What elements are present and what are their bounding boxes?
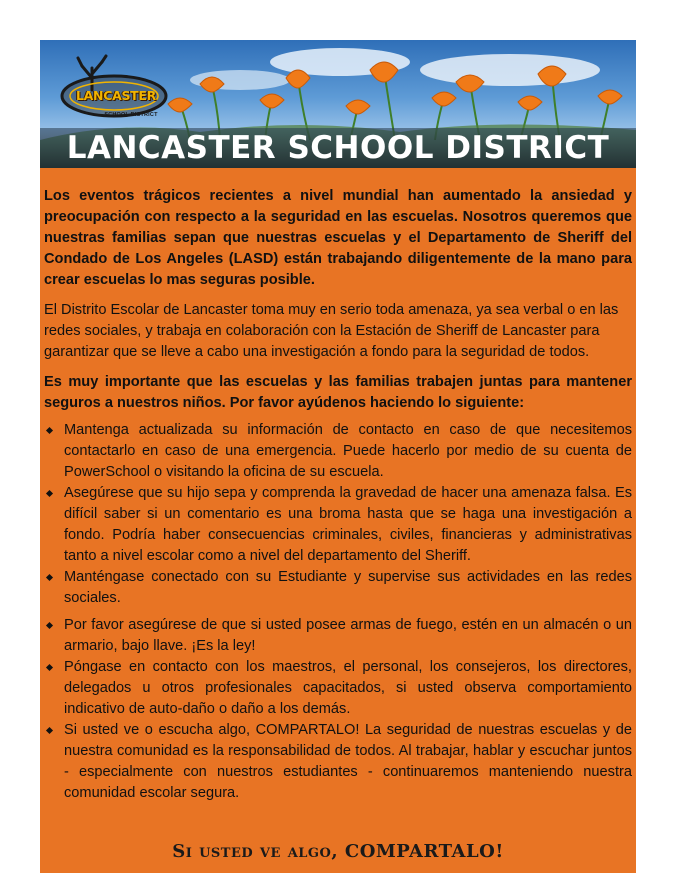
list-item-text: Asegúrese que su hijo sepa y comprenda la gravedad de hacer una amenaza falsa. Es difícil saber si un comentario es una broma hasta que se haga una investigación a fondo. Podría haber consecuencias criminales, civiles, financieras y administrativas tanto a nivel escolar como a nivel del departamento del Sheriff.	[64, 485, 632, 564]
list-item	[44, 567, 632, 609]
bullet-diamond-icon	[46, 664, 53, 671]
request-paragraph: Es muy importante que las escuelas y las familias trabajen juntas para mantener seguros a nuestros niños. Por favor ayúdenos haciendo lo siguiente:	[44, 374, 632, 411]
flyer	[40, 40, 636, 873]
bullet-diamond-icon	[46, 490, 53, 497]
list-item-text: Por favor asegúrese de que si usted posee armas de fuego, estén en un almacén o un armario, bajo llave. ¡Es la ley!	[64, 617, 632, 654]
closing-slogan: Si usted ve algo, COMPARTALO!	[172, 841, 504, 862]
letter-body	[44, 186, 632, 804]
district-logo	[56, 50, 174, 130]
list-item-text: Manténgase conectado con su Estudiante y supervise sus actividades en las redes sociales.	[64, 569, 632, 606]
list-item-text: Si usted ve o escucha algo, COMPARTALO! La seguridad de nuestras escuelas y de nuestra comunidad es la responsabilidad de todos. Al trabajar, hablar y escuchar juntos - especialmente con nuestros estudiantes - continuaremos manteniendo nuestra comunidad escolar segura.	[64, 722, 632, 801]
intro-paragraph: Los eventos trágicos recientes a nivel mundial han aumentado la ansiedad y preocupación con respecto a la seguridad en las escuelas. Nosotros queremos que nuestras familias sepan que nuestras escuelas y el Departamento de Sheriff del Condado de Los Angeles (LASD) están trabajando diligentemente de la mano para crear escuelas lo mas seguras posible.	[44, 188, 632, 288]
bullet-diamond-icon	[46, 622, 53, 629]
safety-tips-list	[44, 420, 632, 804]
list-item-text: Mantenga actualizada su información de contacto en caso de que necesitemos contactarlo en caso de una emergencia. Puede hacerlo por medio de su cuenta de PowerSchool o visitando la oficina de su escuela.	[64, 422, 632, 480]
list-item-text: Póngase en contacto con los maestros, el personal, los consejeros, los directores, delegados u otros profesionales capacitados, si usted observa comportamiento indicativo de auto-daño o daño a los demás.	[64, 659, 632, 717]
header-banner	[40, 40, 636, 168]
logo-text: LANCASTER	[76, 88, 156, 103]
logo-subtext: SCHOOL DISTRICT	[104, 112, 158, 118]
policy-paragraph: El Distrito Escolar de Lancaster toma muy en serio toda amenaza, ya sea verbal o en las redes sociales, y trabaja en colaboración con la Estación de Sheriff de Lancaster para garantizar que se lleve a cabo una investigación a fondo para la seguridad de todos.	[44, 302, 619, 360]
list-item	[44, 657, 632, 720]
list-item	[44, 720, 632, 804]
bullet-diamond-icon	[46, 727, 53, 734]
bullet-diamond-icon	[46, 427, 53, 434]
bullet-diamond-icon	[46, 574, 53, 581]
list-item	[44, 615, 632, 657]
list-item	[44, 420, 632, 483]
page-title: LANCASTER SCHOOL DISTRICT	[40, 128, 636, 168]
list-item	[44, 483, 632, 567]
